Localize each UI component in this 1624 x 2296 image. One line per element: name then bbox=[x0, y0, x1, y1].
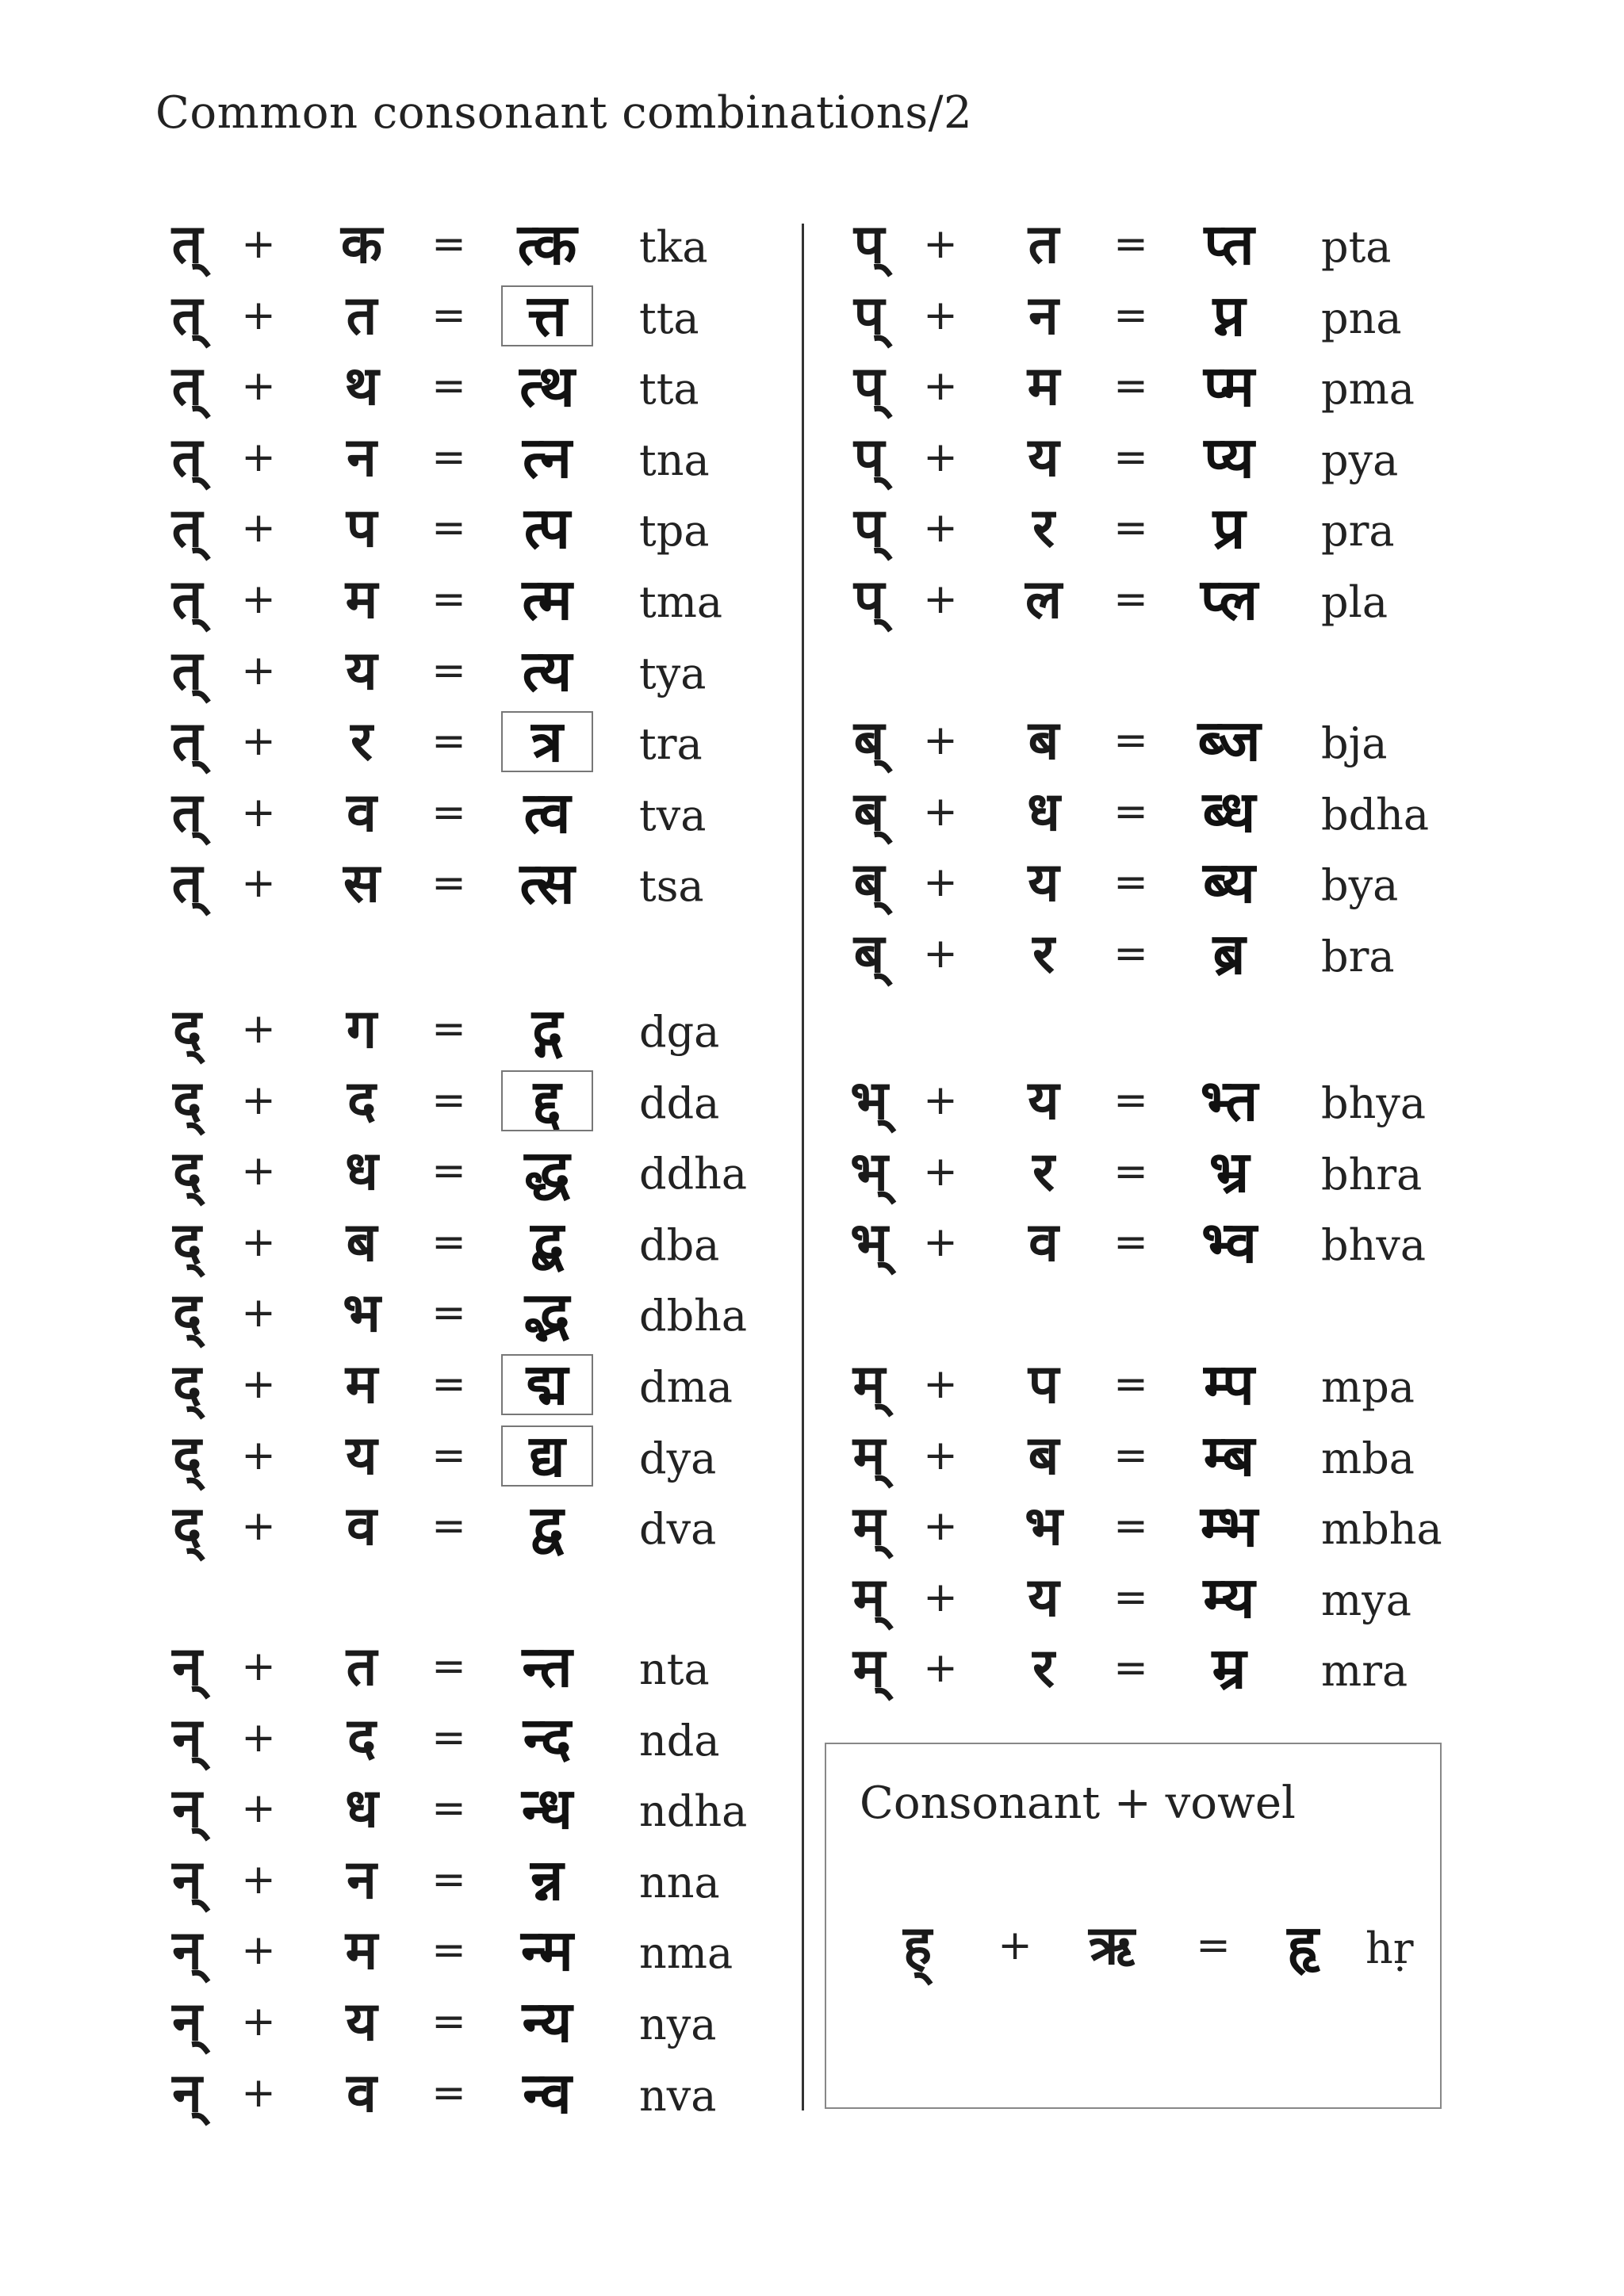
conjunct-result: त्म bbox=[522, 566, 573, 633]
conjunct-result: त्प bbox=[523, 495, 571, 562]
equals-sign: = bbox=[431, 859, 466, 908]
equals-sign: = bbox=[1113, 1573, 1148, 1621]
consonant-half: त् bbox=[171, 710, 203, 774]
consonant-half: द् bbox=[172, 998, 202, 1061]
conjunct-result: द्द bbox=[496, 1066, 598, 1136]
transliteration: tma bbox=[639, 577, 723, 627]
plus-sign: + bbox=[241, 291, 276, 339]
combination-row bbox=[829, 1491, 1543, 1562]
consonant-full: द bbox=[347, 1069, 377, 1132]
equals-sign: = bbox=[1113, 433, 1148, 481]
equals-sign: = bbox=[1113, 1219, 1148, 1267]
consonant-full: स bbox=[343, 852, 380, 916]
consonant-half: म् bbox=[852, 1637, 886, 1701]
equals-sign: = bbox=[431, 1927, 466, 1975]
transliteration: nva bbox=[639, 2070, 717, 2121]
transliteration: nna bbox=[639, 1857, 720, 1908]
plus-sign: + bbox=[923, 1644, 958, 1693]
equals-sign: = bbox=[1113, 1077, 1148, 1124]
combination-row bbox=[829, 1421, 1543, 1491]
equals-sign: = bbox=[431, 1076, 466, 1124]
equals-sign: = bbox=[1113, 504, 1148, 553]
consonant-half: प् bbox=[853, 284, 885, 347]
consonant-full: ल bbox=[1025, 568, 1063, 631]
consonant-half: त् bbox=[171, 355, 203, 419]
transliteration: bhra bbox=[1321, 1149, 1423, 1200]
plus-sign: + bbox=[241, 1289, 276, 1337]
consonant-full: त bbox=[346, 284, 377, 347]
consonant-full: व bbox=[1028, 1211, 1059, 1275]
equals-sign: = bbox=[431, 1147, 466, 1196]
equals-sign: = bbox=[431, 1713, 466, 1762]
column-divider bbox=[802, 224, 804, 2110]
equals-sign: = bbox=[1113, 1431, 1148, 1479]
transliteration: tya bbox=[639, 648, 707, 698]
plus-sign: + bbox=[923, 1431, 958, 1479]
plus-sign: + bbox=[923, 1077, 958, 1124]
conjunct-result: म्य bbox=[1203, 1563, 1255, 1631]
equals-sign: = bbox=[431, 1005, 466, 1053]
consonant-full: य bbox=[1028, 1070, 1059, 1132]
consonant-full: म bbox=[345, 1353, 378, 1416]
consonant-half: न् bbox=[172, 2061, 202, 2125]
conjunct-result: द्य bbox=[496, 1421, 598, 1491]
combination-row bbox=[829, 919, 1543, 989]
conjunct-result: त्व bbox=[523, 779, 571, 846]
equals-sign: = bbox=[1113, 291, 1148, 339]
consonant-half: म् bbox=[852, 1353, 886, 1416]
equals-sign: = bbox=[1113, 787, 1148, 836]
conjunct-result: न्म bbox=[521, 1917, 573, 1984]
combination-row bbox=[829, 1137, 1543, 1207]
conjunct-result: प्ल bbox=[1200, 566, 1258, 633]
transliteration: pla bbox=[1321, 577, 1388, 627]
transliteration: bya bbox=[1321, 860, 1399, 911]
consonant-half: न् bbox=[172, 1991, 202, 2053]
equals-sign: = bbox=[1113, 220, 1148, 268]
conjunct-result: न्द bbox=[523, 1704, 572, 1771]
consonant-half: द् bbox=[172, 1495, 202, 1559]
equals-sign: = bbox=[431, 1998, 466, 2045]
plus-sign: + bbox=[923, 787, 958, 836]
equals-sign: = bbox=[431, 1502, 466, 1551]
plus-sign: + bbox=[241, 718, 276, 766]
conjunct-result: द्ध bbox=[524, 1138, 570, 1205]
vowel-equals: = bbox=[1196, 1922, 1231, 1969]
consonant-full: भ bbox=[343, 1282, 381, 1345]
vowel-row bbox=[826, 1911, 1443, 1990]
equals-sign: = bbox=[431, 291, 466, 339]
plus-sign: + bbox=[923, 717, 958, 764]
plus-sign: + bbox=[241, 1005, 276, 1053]
transliteration: nta bbox=[639, 1644, 710, 1694]
consonant-half: ब् bbox=[853, 710, 885, 772]
plus-sign: + bbox=[241, 1643, 276, 1690]
conjunct-result: प्य bbox=[1204, 423, 1254, 491]
plus-sign: + bbox=[241, 1713, 276, 1762]
conjunct-result: द्म bbox=[496, 1349, 598, 1420]
conjunct-result: न्य bbox=[522, 1988, 573, 2055]
consonant-half: द् bbox=[172, 1069, 202, 1132]
equals-sign: = bbox=[1113, 576, 1148, 623]
transliteration: pna bbox=[1321, 293, 1402, 343]
plus-sign: + bbox=[923, 220, 958, 268]
consonant-half: त् bbox=[171, 213, 203, 276]
equals-sign: = bbox=[431, 1855, 466, 1904]
consonant-full: ब bbox=[346, 1211, 377, 1274]
plus-sign: + bbox=[923, 1573, 958, 1621]
transliteration: tra bbox=[639, 719, 703, 770]
consonant-full: ध bbox=[345, 1140, 378, 1203]
consonant-half: द् bbox=[172, 1282, 202, 1345]
transliteration: dma bbox=[639, 1362, 733, 1412]
conjunct-result: त्त bbox=[496, 281, 598, 351]
transliteration: ndha bbox=[639, 1786, 748, 1837]
consonant-half: त् bbox=[171, 781, 203, 844]
combination-row bbox=[829, 493, 1543, 564]
consonant-half: त् bbox=[171, 497, 203, 561]
consonant-half: म् bbox=[852, 1424, 886, 1487]
plus-sign: + bbox=[923, 362, 958, 411]
consonant-full: य bbox=[346, 1424, 377, 1487]
equals-sign: = bbox=[431, 788, 466, 836]
conjunct-result: प्र bbox=[1212, 495, 1246, 562]
plus-sign: + bbox=[241, 1218, 276, 1266]
plus-sign: + bbox=[923, 576, 958, 623]
combination-row bbox=[829, 1349, 1543, 1420]
combination-row bbox=[829, 1207, 1543, 1278]
consonant-full: भ bbox=[1025, 1495, 1063, 1559]
consonant-half: द् bbox=[172, 1140, 202, 1203]
equals-sign: = bbox=[431, 718, 466, 766]
equals-sign: = bbox=[1113, 362, 1148, 411]
consonant-half: न् bbox=[172, 1919, 202, 1983]
consonant-half: प् bbox=[853, 568, 885, 631]
vowel-vowel: ऋ bbox=[1088, 1915, 1135, 1977]
plus-sign: + bbox=[923, 1219, 958, 1267]
conjunct-result: प्न bbox=[1212, 281, 1246, 349]
equals-sign: = bbox=[1113, 859, 1148, 907]
consonant-half: प् bbox=[853, 497, 885, 561]
equals-sign: = bbox=[1113, 1644, 1148, 1693]
plus-sign: + bbox=[241, 1785, 276, 1833]
plus-sign: + bbox=[923, 1360, 958, 1408]
conjunct-result: त्क bbox=[517, 211, 577, 277]
consonant-half: द् bbox=[172, 1211, 202, 1274]
consonant-full: व bbox=[347, 1495, 377, 1559]
plus-sign: + bbox=[241, 362, 276, 411]
consonant-half: म् bbox=[852, 1495, 886, 1559]
transliteration: mya bbox=[1321, 1575, 1411, 1625]
transliteration: tva bbox=[639, 790, 707, 840]
consonant-full: त bbox=[346, 1636, 377, 1698]
equals-sign: = bbox=[431, 362, 466, 411]
consonant-full: म bbox=[345, 568, 378, 631]
conjunct-result: ब्र bbox=[1212, 920, 1246, 987]
plus-sign: + bbox=[923, 504, 958, 553]
consonant-half: द् bbox=[172, 1424, 202, 1487]
plus-sign: + bbox=[241, 576, 276, 623]
transliteration: dya bbox=[639, 1433, 717, 1483]
plus-sign: + bbox=[241, 1431, 276, 1479]
consonant-full: र bbox=[1032, 497, 1055, 561]
transliteration: dva bbox=[639, 1504, 717, 1555]
transliteration: bra bbox=[1321, 931, 1395, 982]
combination-row bbox=[829, 564, 1543, 635]
equals-sign: = bbox=[431, 220, 466, 268]
consonant-full: द bbox=[347, 1706, 377, 1770]
plus-sign: + bbox=[923, 1147, 958, 1196]
plus-sign: + bbox=[241, 1360, 276, 1408]
transliteration: dbha bbox=[639, 1291, 748, 1341]
transliteration: tna bbox=[639, 434, 710, 485]
combination-row bbox=[829, 281, 1543, 351]
equals-sign: = bbox=[431, 433, 466, 481]
equals-sign: = bbox=[431, 1431, 466, 1479]
consonant-half: ब् bbox=[853, 780, 885, 844]
equals-sign: = bbox=[1113, 929, 1148, 978]
equals-sign: = bbox=[431, 504, 466, 553]
plus-sign: + bbox=[241, 2068, 276, 2117]
conjunct-result: द्ग bbox=[531, 996, 563, 1062]
consonant-half: न् bbox=[172, 1706, 202, 1770]
transliteration: nma bbox=[639, 1928, 733, 1979]
equals-sign: = bbox=[431, 646, 466, 695]
equals-sign: = bbox=[1113, 1360, 1148, 1408]
equals-sign: = bbox=[1113, 1502, 1148, 1551]
conjunct-result: न्ध bbox=[521, 1775, 573, 1843]
combination-row bbox=[829, 351, 1543, 422]
consonant-half: न् bbox=[172, 1636, 202, 1698]
transliteration: dba bbox=[639, 1219, 720, 1270]
consonant-half: न् bbox=[172, 1777, 202, 1841]
transliteration: ddha bbox=[639, 1149, 748, 1200]
plus-sign: + bbox=[241, 646, 276, 695]
equals-sign: = bbox=[431, 1643, 466, 1690]
plus-sign: + bbox=[241, 1502, 276, 1551]
consonant-half: भ् bbox=[850, 1140, 888, 1203]
consonant-full: त bbox=[1028, 213, 1059, 276]
consonant-half: त् bbox=[171, 426, 203, 489]
combination-row bbox=[829, 1066, 1543, 1136]
vowel-box-title: Consonant + vowel bbox=[860, 1777, 1296, 1829]
consonant-full: ब bbox=[1028, 710, 1059, 772]
consonant-half: द् bbox=[172, 1353, 202, 1416]
consonant-full: म bbox=[345, 1919, 378, 1983]
consonant-half: ब् bbox=[853, 922, 885, 985]
transliteration: tta bbox=[639, 364, 699, 415]
conjunct-result: त्र bbox=[496, 706, 598, 777]
conjunct-result: म्र bbox=[1212, 1635, 1247, 1702]
consonant-half: त् bbox=[171, 852, 203, 916]
conjunct-result: म्प bbox=[1204, 1351, 1254, 1418]
transliteration: pya bbox=[1321, 434, 1399, 485]
equals-sign: = bbox=[1113, 1147, 1148, 1196]
conjunct-result: म्भ bbox=[1200, 1493, 1258, 1560]
consonant-half: प् bbox=[853, 355, 885, 419]
consonant-full: न bbox=[1028, 284, 1059, 347]
transliteration: tka bbox=[639, 222, 708, 272]
vowel-plus: + bbox=[998, 1922, 1032, 1969]
plus-sign: + bbox=[241, 1147, 276, 1196]
vowel-consonant: ह् bbox=[902, 1915, 933, 1977]
plus-sign: + bbox=[923, 859, 958, 907]
consonant-half: न् bbox=[172, 1848, 202, 1911]
combination-row bbox=[829, 706, 1543, 776]
consonant-half: त् bbox=[171, 284, 203, 347]
consonant-half: त् bbox=[171, 639, 203, 702]
transliteration: nya bbox=[639, 1999, 717, 2049]
consonant-full: ध bbox=[345, 1777, 378, 1841]
consonant-full: र bbox=[1032, 1637, 1055, 1701]
conjunct-result: भ्त bbox=[1200, 1067, 1258, 1134]
conjunct-result: ब्ज bbox=[1197, 707, 1261, 774]
combination-row bbox=[829, 777, 1543, 848]
plus-sign: + bbox=[241, 1855, 276, 1904]
transliteration: tpa bbox=[639, 506, 710, 557]
plus-sign: + bbox=[241, 433, 276, 481]
consonant-full: य bbox=[346, 639, 377, 702]
equals-sign: = bbox=[431, 2068, 466, 2117]
consonant-full: र bbox=[1032, 1140, 1055, 1203]
consonant-full: न bbox=[347, 1848, 377, 1911]
transliteration: mra bbox=[1321, 1646, 1408, 1697]
combination-row bbox=[829, 848, 1543, 918]
vowel-result: हृ bbox=[1287, 1912, 1319, 1979]
plus-sign: + bbox=[241, 1076, 276, 1124]
transliteration: dda bbox=[639, 1077, 720, 1128]
plus-sign: + bbox=[923, 929, 958, 978]
plus-sign: + bbox=[923, 433, 958, 481]
conjunct-result: त्स bbox=[519, 850, 575, 917]
plus-sign: + bbox=[241, 1998, 276, 2045]
transliteration: bhva bbox=[1321, 1220, 1427, 1271]
plus-sign: + bbox=[241, 1927, 276, 1975]
plus-sign: + bbox=[923, 1502, 958, 1551]
plus-sign: + bbox=[923, 291, 958, 339]
conjunct-result: प्त bbox=[1204, 211, 1254, 277]
equals-sign: = bbox=[431, 1218, 466, 1266]
plus-sign: + bbox=[241, 220, 276, 268]
consonant-full: व bbox=[347, 781, 377, 844]
conjunct-result: भ्र bbox=[1208, 1138, 1250, 1205]
transliteration: mpa bbox=[1321, 1362, 1415, 1412]
consonant-full: र bbox=[1032, 922, 1055, 985]
consonant-vowel-box bbox=[825, 1743, 1442, 2109]
plus-sign: + bbox=[241, 504, 276, 553]
transliteration: mba bbox=[1321, 1433, 1415, 1483]
consonant-full: प bbox=[1028, 1353, 1059, 1416]
page-title: Common consonant combinations/2 bbox=[155, 87, 973, 139]
conjunct-result: न्व bbox=[523, 2059, 572, 2126]
consonant-half: ब् bbox=[853, 851, 885, 915]
plus-sign: + bbox=[241, 788, 276, 836]
transliteration: nda bbox=[639, 1715, 720, 1766]
consonant-full: थ bbox=[344, 355, 379, 419]
vowel-transliteration: hṛ bbox=[1365, 1923, 1414, 1973]
transliteration: pra bbox=[1321, 506, 1395, 557]
combination-row bbox=[829, 423, 1543, 493]
consonant-half: भ् bbox=[850, 1070, 888, 1132]
conjunct-result: त्थ bbox=[519, 353, 575, 420]
consonant-full: ध bbox=[1027, 780, 1060, 844]
transliteration: pta bbox=[1321, 222, 1392, 272]
consonant-full: व bbox=[347, 2061, 377, 2125]
consonant-full: र bbox=[350, 710, 373, 774]
conjunct-result: द्भ bbox=[524, 1280, 570, 1347]
conjunct-result: भ्व bbox=[1201, 1209, 1258, 1276]
conjunct-result: द्ब bbox=[530, 1208, 564, 1276]
combination-row bbox=[829, 1563, 1543, 1633]
equals-sign: = bbox=[431, 1289, 466, 1337]
consonant-half: प् bbox=[853, 426, 885, 489]
conjunct-result: न्न bbox=[530, 1846, 564, 1913]
consonant-half: त् bbox=[171, 568, 203, 631]
equals-sign: = bbox=[431, 1785, 466, 1833]
consonant-full: य bbox=[1028, 426, 1059, 489]
transliteration: pma bbox=[1321, 364, 1415, 415]
conjunct-result: त्य bbox=[522, 637, 573, 704]
transliteration: bja bbox=[1321, 718, 1388, 768]
transliteration: tsa bbox=[639, 861, 704, 912]
consonant-half: भ् bbox=[850, 1211, 888, 1275]
consonant-full: न bbox=[347, 426, 377, 489]
consonant-full: ग bbox=[346, 998, 377, 1061]
conjunct-result: प्म bbox=[1203, 353, 1255, 420]
transliteration: bhya bbox=[1321, 1078, 1427, 1128]
consonant-full: म bbox=[1027, 355, 1060, 419]
conjunct-result: ब्य bbox=[1203, 849, 1255, 916]
transliteration: mbha bbox=[1321, 1504, 1442, 1555]
transliteration: tta bbox=[639, 293, 699, 343]
consonant-full: य bbox=[346, 1991, 377, 2053]
conjunct-result: त्न bbox=[522, 423, 573, 491]
consonant-half: म् bbox=[852, 1566, 886, 1629]
consonant-half: प् bbox=[853, 213, 885, 276]
combination-row bbox=[829, 209, 1543, 280]
conjunct-result: म्ब bbox=[1203, 1422, 1255, 1489]
conjunct-result: न्त bbox=[522, 1633, 573, 1700]
transliteration: bdha bbox=[1321, 789, 1430, 840]
conjunct-result: द्व bbox=[530, 1493, 564, 1560]
consonant-full: प bbox=[346, 497, 377, 561]
plus-sign: + bbox=[241, 859, 276, 908]
consonant-full: क bbox=[340, 213, 383, 276]
consonant-full: ब bbox=[1028, 1424, 1059, 1487]
transliteration: dga bbox=[639, 1007, 720, 1057]
equals-sign: = bbox=[1113, 717, 1148, 764]
equals-sign: = bbox=[431, 576, 466, 623]
consonant-full: य bbox=[1028, 1566, 1059, 1629]
combination-row bbox=[829, 1633, 1543, 1704]
conjunct-result: ब्ध bbox=[1202, 778, 1256, 845]
consonant-full: य bbox=[1028, 851, 1059, 915]
equals-sign: = bbox=[431, 1360, 466, 1408]
